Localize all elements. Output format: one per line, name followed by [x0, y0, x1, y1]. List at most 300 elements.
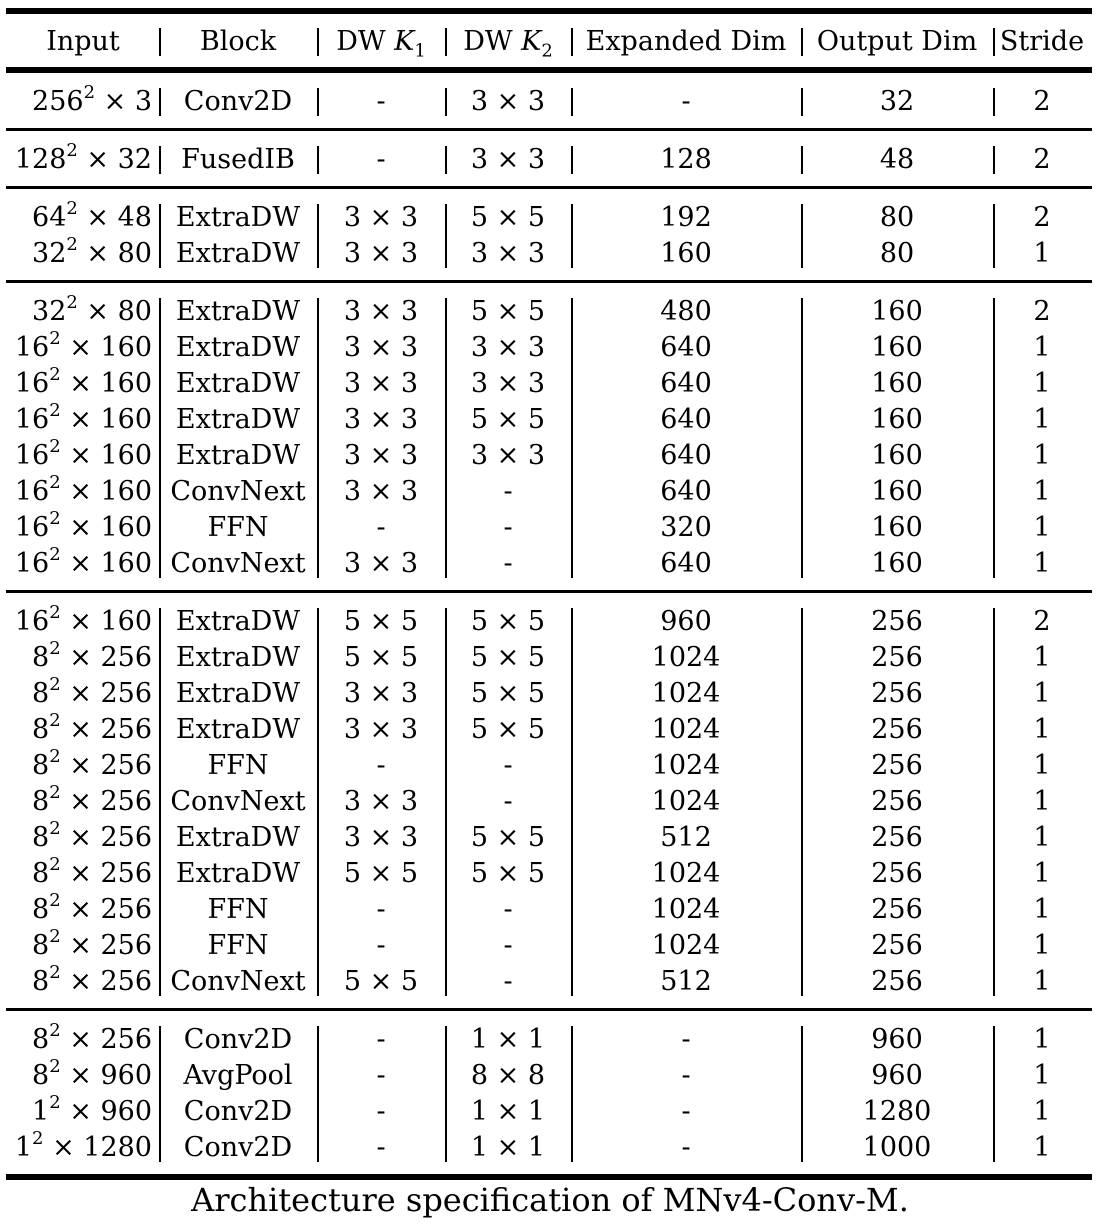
cell-expanded: 1024 — [651, 678, 721, 709]
column-separator — [317, 146, 319, 174]
input-exponent: 2 — [66, 140, 78, 161]
cell-input — [8, 546, 152, 582]
cell-output: 80 — [879, 202, 915, 233]
cell-k2: 5 × 5 — [470, 678, 546, 709]
cell-output: 160 — [871, 332, 923, 363]
cell-expanded: 128 — [660, 144, 712, 175]
input-exponent: 2 — [49, 782, 61, 803]
input-channels: × 80 — [77, 238, 152, 269]
input-resolution: 8 — [32, 966, 50, 997]
cell-block: FFN — [207, 930, 269, 961]
column-separator — [317, 28, 319, 56]
input-exponent: 2 — [49, 508, 61, 529]
column-separator — [317, 204, 319, 268]
cell-input — [8, 928, 152, 964]
cell-stride: 1 — [1033, 1096, 1051, 1127]
input-channels: × 160 — [60, 476, 152, 507]
cell-expanded: - — [681, 1096, 691, 1127]
cell-stride: 1 — [1033, 642, 1051, 673]
header-output: Output Dim — [816, 26, 978, 57]
cell-input — [8, 748, 152, 784]
cell-output: 960 — [871, 1024, 923, 1055]
cell-block: ExtraDW — [175, 714, 301, 745]
table-rule — [6, 1008, 1092, 1011]
column-separator — [571, 204, 573, 268]
cell-stride: 1 — [1033, 512, 1051, 543]
column-separator — [159, 608, 161, 996]
cell-block: ConvNext — [170, 476, 306, 507]
input-resolution: 16 — [14, 548, 50, 579]
cell-input — [8, 712, 152, 748]
column-separator — [993, 298, 995, 578]
cell-k2: 1 × 1 — [470, 1024, 546, 1055]
cell-output: 256 — [871, 750, 923, 781]
cell-stride: 1 — [1033, 476, 1051, 507]
input-exponent: 2 — [49, 710, 61, 731]
cell-block: ConvNext — [170, 786, 306, 817]
input-channels: × 256 — [60, 786, 152, 817]
input-exponent: 2 — [49, 472, 61, 493]
input-resolution: 16 — [14, 368, 50, 399]
cell-stride: 1 — [1033, 238, 1051, 269]
cell-expanded: 960 — [660, 606, 712, 637]
cell-k1: - — [376, 894, 386, 925]
header-variable: K — [394, 26, 415, 57]
cell-output: 256 — [871, 786, 923, 817]
cell-output: 1280 — [862, 1096, 932, 1127]
input-channels: × 256 — [60, 678, 152, 709]
cell-output: 160 — [871, 476, 923, 507]
cell-input — [8, 856, 152, 892]
header-k1 — [318, 24, 444, 60]
header-block: Block — [199, 26, 277, 57]
input-resolution: 8 — [32, 894, 50, 925]
cell-output: 256 — [871, 858, 923, 889]
cell-input — [8, 294, 152, 330]
cell-expanded: 512 — [660, 966, 712, 997]
column-separator — [993, 1026, 995, 1162]
cell-input — [8, 142, 152, 178]
input-exponent: 2 — [49, 400, 61, 421]
column-separator — [801, 146, 803, 174]
column-separator — [159, 146, 161, 174]
cell-k2: 3 × 3 — [470, 86, 546, 117]
cell-output: 256 — [871, 966, 923, 997]
cell-block: ConvNext — [170, 966, 306, 997]
cell-output: 256 — [871, 606, 923, 637]
input-resolution: 8 — [32, 714, 50, 745]
column-separator — [993, 204, 995, 268]
cell-block: Conv2D — [183, 1132, 293, 1163]
cell-block: ExtraDW — [175, 368, 301, 399]
input-exponent: 2 — [66, 292, 78, 313]
cell-k1: - — [376, 86, 386, 117]
cell-k2: - — [503, 894, 513, 925]
input-exponent: 2 — [66, 198, 78, 219]
cell-input — [8, 964, 152, 1000]
column-separator — [571, 1026, 573, 1162]
cell-stride: 1 — [1033, 440, 1051, 471]
cell-stride: 1 — [1033, 894, 1051, 925]
header-subscript: 2 — [541, 40, 553, 62]
cell-k2: - — [503, 476, 513, 507]
cell-k2: - — [503, 930, 513, 961]
cell-k2: 5 × 5 — [470, 404, 546, 435]
cell-input — [8, 438, 152, 474]
cell-expanded: 320 — [660, 512, 712, 543]
cell-k1: 3 × 3 — [343, 404, 419, 435]
header-input: Input — [46, 26, 120, 57]
column-separator — [801, 1026, 803, 1162]
input-channels: × 160 — [60, 440, 152, 471]
cell-k1: 3 × 3 — [343, 476, 419, 507]
input-resolution: 1 — [32, 1096, 50, 1127]
cell-input — [8, 84, 152, 120]
column-separator — [445, 1026, 447, 1162]
cell-stride: 1 — [1033, 1024, 1051, 1055]
cell-block: ExtraDW — [175, 296, 301, 327]
input-channels: × 256 — [60, 750, 152, 781]
cell-block: ExtraDW — [175, 202, 301, 233]
input-channels: × 256 — [60, 822, 152, 853]
input-exponent: 2 — [49, 1020, 61, 1041]
cell-k2: - — [503, 512, 513, 543]
cell-k2: 3 × 3 — [470, 238, 546, 269]
cell-k1: - — [376, 1024, 386, 1055]
cell-block: ExtraDW — [175, 642, 301, 673]
cell-input — [8, 604, 152, 640]
input-exponent: 2 — [49, 638, 61, 659]
cell-stride: 1 — [1033, 714, 1051, 745]
cell-input — [8, 402, 152, 438]
cell-block: FusedIB — [181, 144, 295, 175]
cell-block: ExtraDW — [175, 440, 301, 471]
cell-stride: 2 — [1033, 606, 1051, 637]
cell-expanded: 640 — [660, 548, 712, 579]
input-resolution: 8 — [32, 930, 50, 961]
cell-output: 160 — [871, 512, 923, 543]
header-stride: Stride — [999, 26, 1085, 57]
header-prefix: DW — [463, 26, 522, 57]
cell-block: Conv2D — [183, 86, 293, 117]
input-channels: × 960 — [60, 1060, 152, 1091]
cell-expanded: - — [681, 1060, 691, 1091]
cell-input — [8, 640, 152, 676]
input-resolution: 128 — [14, 144, 67, 175]
cell-block: ExtraDW — [175, 332, 301, 363]
cell-k1: - — [376, 1132, 386, 1163]
column-separator — [801, 204, 803, 268]
cell-block: FFN — [207, 894, 269, 925]
column-separator — [445, 298, 447, 578]
column-separator — [571, 608, 573, 996]
cell-output: 256 — [871, 642, 923, 673]
column-separator — [993, 28, 995, 56]
cell-output: 160 — [871, 440, 923, 471]
cell-expanded: 1024 — [651, 858, 721, 889]
cell-input — [8, 820, 152, 856]
cell-block: ExtraDW — [175, 404, 301, 435]
input-exponent: 2 — [49, 674, 61, 695]
input-channels: × 256 — [60, 714, 152, 745]
input-resolution: 8 — [32, 786, 50, 817]
header-expanded: Expanded Dim — [585, 26, 787, 57]
cell-output: 160 — [871, 548, 923, 579]
cell-expanded: - — [681, 1132, 691, 1163]
cell-block: FFN — [207, 512, 269, 543]
input-resolution: 16 — [14, 476, 50, 507]
column-separator — [993, 146, 995, 174]
cell-stride: 1 — [1033, 930, 1051, 961]
cell-block: Conv2D — [183, 1024, 293, 1055]
cell-block: Conv2D — [183, 1096, 293, 1127]
input-exponent: 2 — [49, 544, 61, 565]
cell-k1: 3 × 3 — [343, 822, 419, 853]
cell-input — [8, 784, 152, 820]
input-channels: × 160 — [60, 512, 152, 543]
input-resolution: 8 — [32, 1060, 50, 1091]
cell-k1: 3 × 3 — [343, 786, 419, 817]
input-resolution: 64 — [32, 202, 67, 233]
input-resolution: 32 — [32, 296, 67, 327]
cell-output: 256 — [871, 894, 923, 925]
column-separator — [317, 298, 319, 578]
cell-expanded: 1024 — [651, 894, 721, 925]
cell-expanded: 160 — [660, 238, 712, 269]
input-resolution: 16 — [14, 404, 50, 435]
input-exponent: 2 — [49, 364, 61, 385]
cell-k2: 3 × 3 — [470, 144, 546, 175]
column-separator — [159, 204, 161, 268]
cell-k2: 3 × 3 — [470, 368, 546, 399]
cell-k2: 5 × 5 — [470, 202, 546, 233]
column-separator — [159, 298, 161, 578]
table-rule — [6, 128, 1092, 131]
cell-output: 960 — [871, 1060, 923, 1091]
column-separator — [445, 146, 447, 174]
input-resolution: 8 — [32, 1024, 50, 1055]
column-separator — [317, 88, 319, 116]
cell-stride: 2 — [1033, 202, 1051, 233]
cell-k1: 5 × 5 — [343, 606, 419, 637]
input-resolution: 8 — [32, 678, 50, 709]
cell-expanded: 480 — [660, 296, 712, 327]
cell-k1: - — [376, 1096, 386, 1127]
column-separator — [317, 1026, 319, 1162]
column-separator — [445, 88, 447, 116]
cell-k2: 1 × 1 — [470, 1132, 546, 1163]
input-resolution: 16 — [14, 332, 50, 363]
cell-k2: 5 × 5 — [470, 606, 546, 637]
input-channels: × 256 — [60, 966, 152, 997]
cell-stride: 2 — [1033, 296, 1051, 327]
input-resolution: 16 — [14, 440, 50, 471]
cell-output: 256 — [871, 714, 923, 745]
cell-expanded: 1024 — [651, 642, 721, 673]
cell-output: 1000 — [862, 1132, 932, 1163]
cell-stride: 1 — [1033, 368, 1051, 399]
header-variable: K — [521, 26, 542, 57]
column-separator — [801, 298, 803, 578]
input-channels: × 160 — [60, 368, 152, 399]
input-channels: × 256 — [60, 930, 152, 961]
cell-k1: - — [376, 144, 386, 175]
cell-expanded: 640 — [660, 332, 712, 363]
input-exponent: 2 — [49, 1092, 61, 1113]
input-exponent: 2 — [49, 854, 61, 875]
input-channels: × 256 — [60, 1024, 152, 1055]
cell-block: ExtraDW — [175, 678, 301, 709]
cell-stride: 1 — [1033, 332, 1051, 363]
input-channels: × 80 — [77, 296, 152, 327]
cell-output: 48 — [879, 144, 915, 175]
table-caption: Architecture specification of MNv4-Conv-M. — [191, 1181, 909, 1219]
cell-k2: - — [503, 786, 513, 817]
input-exponent: 2 — [49, 818, 61, 839]
cell-k2: - — [503, 548, 513, 579]
input-channels: × 256 — [60, 858, 152, 889]
cell-input — [8, 510, 152, 546]
cell-k2: 5 × 5 — [470, 822, 546, 853]
cell-expanded: 640 — [660, 404, 712, 435]
column-separator — [159, 1026, 161, 1162]
input-exponent: 2 — [49, 962, 61, 983]
cell-block: AvgPool — [183, 1060, 293, 1091]
cell-block: ExtraDW — [175, 238, 301, 269]
cell-k2: 5 × 5 — [470, 296, 546, 327]
input-channels: × 256 — [60, 642, 152, 673]
cell-input — [8, 474, 152, 510]
input-channels: × 160 — [60, 548, 152, 579]
column-separator — [801, 608, 803, 996]
cell-k1: 3 × 3 — [343, 368, 419, 399]
input-resolution: 16 — [14, 512, 50, 543]
cell-k1: 3 × 3 — [343, 548, 419, 579]
cell-k1: 5 × 5 — [343, 642, 419, 673]
cell-stride: 1 — [1033, 548, 1051, 579]
cell-k2: 5 × 5 — [470, 642, 546, 673]
cell-expanded: - — [681, 86, 691, 117]
cell-expanded: 640 — [660, 476, 712, 507]
input-channels: × 1280 — [43, 1132, 152, 1163]
input-exponent: 2 — [32, 1128, 44, 1149]
column-separator — [571, 298, 573, 578]
input-exponent: 2 — [49, 890, 61, 911]
input-channels: × 160 — [60, 332, 152, 363]
cell-k1: 3 × 3 — [343, 296, 419, 327]
input-exponent: 2 — [49, 328, 61, 349]
column-separator — [445, 28, 447, 56]
cell-block: ExtraDW — [175, 822, 301, 853]
cell-k1: - — [376, 750, 386, 781]
input-resolution: 1 — [14, 1132, 33, 1163]
input-exponent: 2 — [49, 926, 61, 947]
column-separator — [159, 28, 161, 56]
cell-stride: 1 — [1033, 404, 1051, 435]
cell-k1: 3 × 3 — [343, 440, 419, 471]
cell-expanded: 1024 — [651, 930, 721, 961]
cell-block: ExtraDW — [175, 606, 301, 637]
cell-expanded: 512 — [660, 822, 712, 853]
input-channels: × 160 — [60, 404, 152, 435]
column-separator — [445, 204, 447, 268]
input-channels: × 48 — [77, 202, 152, 233]
cell-stride: 1 — [1033, 1060, 1051, 1091]
cell-input — [8, 1058, 152, 1094]
cell-input — [8, 330, 152, 366]
column-separator — [993, 608, 995, 996]
column-separator — [317, 608, 319, 996]
cell-block: FFN — [207, 750, 269, 781]
cell-k1: 3 × 3 — [343, 238, 419, 269]
column-separator — [571, 28, 573, 56]
cell-expanded: 1024 — [651, 750, 721, 781]
input-channels: × 160 — [60, 606, 152, 637]
column-separator — [571, 88, 573, 116]
cell-input — [8, 200, 152, 236]
input-resolution: 32 — [32, 238, 67, 269]
cell-input — [8, 366, 152, 402]
input-channels: × 32 — [77, 144, 152, 175]
table-rule — [6, 67, 1092, 73]
cell-k1: 5 × 5 — [343, 858, 419, 889]
cell-k1: - — [376, 1060, 386, 1091]
header-prefix: DW — [336, 26, 395, 57]
column-separator — [801, 28, 803, 56]
cell-k1: 3 × 3 — [343, 202, 419, 233]
cell-k2: 3 × 3 — [470, 332, 546, 363]
column-separator — [571, 146, 573, 174]
cell-output: 160 — [871, 368, 923, 399]
cell-input — [8, 1130, 152, 1166]
cell-k2: 3 × 3 — [470, 440, 546, 471]
column-separator — [445, 608, 447, 996]
cell-k2: 8 × 8 — [470, 1060, 546, 1091]
input-channels: × 256 — [60, 894, 152, 925]
input-channels: × 3 — [95, 86, 152, 117]
input-resolution: 256 — [32, 86, 84, 117]
cell-expanded: 640 — [660, 368, 712, 399]
cell-output: 256 — [871, 930, 923, 961]
table-rule — [6, 280, 1092, 283]
cell-expanded: 640 — [660, 440, 712, 471]
cell-k2: - — [503, 966, 513, 997]
cell-input — [8, 892, 152, 928]
input-resolution: 8 — [32, 858, 50, 889]
input-resolution: 8 — [32, 642, 50, 673]
cell-stride: 1 — [1033, 786, 1051, 817]
cell-output: 256 — [871, 822, 923, 853]
column-separator — [159, 88, 161, 116]
cell-expanded: 192 — [660, 202, 712, 233]
cell-k1: 5 × 5 — [343, 966, 419, 997]
cell-expanded: - — [681, 1024, 691, 1055]
column-separator — [993, 88, 995, 116]
cell-stride: 1 — [1033, 858, 1051, 889]
table-rule — [6, 8, 1092, 14]
header-subscript: 1 — [414, 40, 426, 62]
cell-expanded: 1024 — [651, 786, 721, 817]
input-exponent: 2 — [66, 234, 78, 255]
input-resolution: 8 — [32, 750, 50, 781]
table-rule — [6, 186, 1092, 189]
cell-k1: - — [376, 512, 386, 543]
input-exponent: 2 — [49, 1056, 61, 1077]
cell-input — [8, 676, 152, 712]
table-rule — [6, 590, 1092, 593]
cell-block: ConvNext — [170, 548, 306, 579]
cell-output: 80 — [879, 238, 915, 269]
